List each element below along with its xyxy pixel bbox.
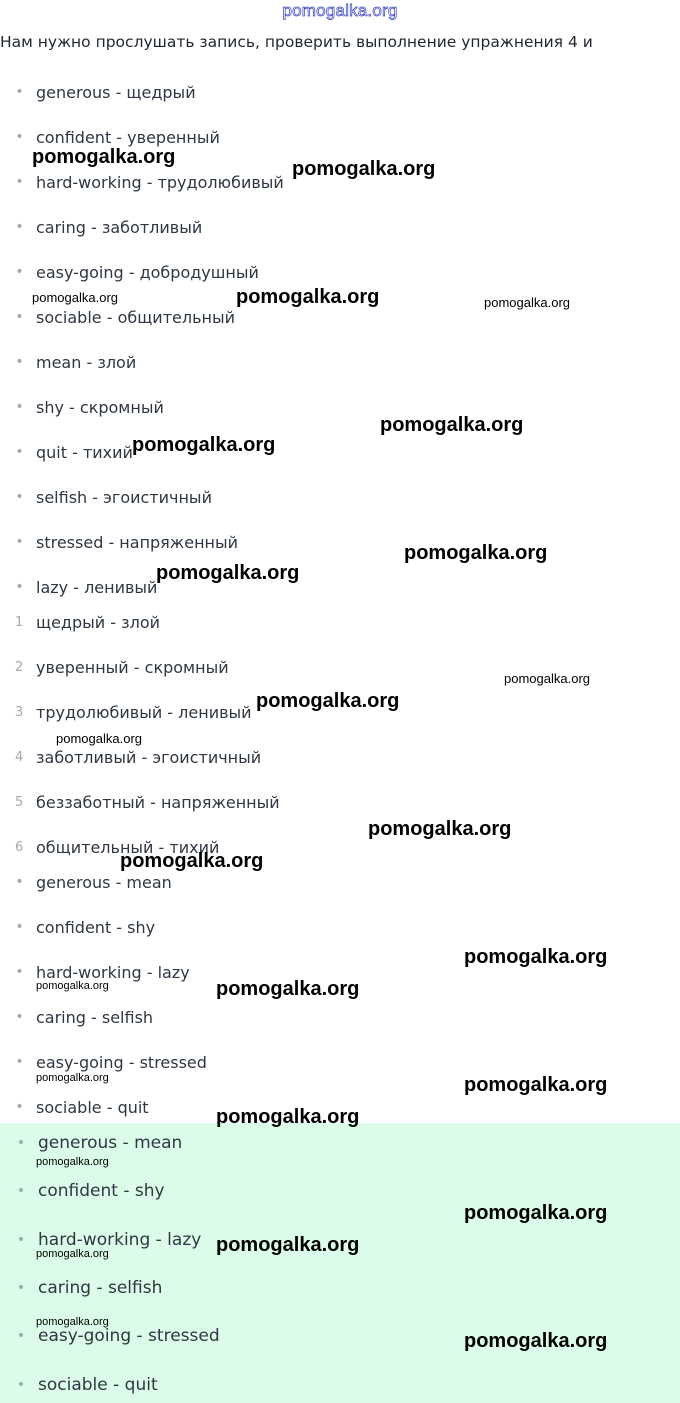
- watermark: pomogalka.org: [32, 290, 118, 305]
- list-item-text: sociable - общительный: [36, 307, 235, 327]
- watermark: pomogalka.org: [292, 158, 436, 180]
- bullet-icon: •: [15, 264, 24, 280]
- list-item-text: lazy - ленивый: [36, 577, 158, 597]
- list-item: [0, 482, 640, 512]
- list-item-text: уверенный - скромный: [36, 657, 229, 677]
- list-item: [0, 437, 640, 467]
- list-item-text: easy-going - stressed: [38, 1326, 220, 1346]
- watermark: pomogalka.org: [464, 1074, 608, 1096]
- bullet-icon: •: [15, 219, 24, 235]
- watermark: pomogalka.org: [36, 980, 109, 992]
- list-item-text: mean - злой: [36, 352, 137, 372]
- list-item-text: caring - selfish: [38, 1278, 163, 1298]
- list-item-text: confident - уверенный: [36, 127, 220, 147]
- watermark: pomogalka.org: [236, 286, 380, 308]
- bullet-icon: •: [15, 399, 24, 415]
- bullet-icon: •: [15, 174, 24, 190]
- watermark: pomogalka.org: [156, 562, 300, 584]
- list-item-text: заботливый - эгоистичный: [36, 747, 262, 767]
- list-item-text: easy-going - добродушный: [36, 262, 259, 282]
- list-item-text: hard-working - lazy: [38, 1230, 202, 1250]
- list-item-text: shy - скромный: [36, 397, 164, 417]
- list-item: [0, 257, 640, 287]
- list-item-text: selfish - эгоистичный: [36, 487, 212, 507]
- item-number: 4: [15, 749, 24, 765]
- watermark: pomogalka.org: [36, 1072, 109, 1084]
- list-item-text: caring - selfish: [36, 1007, 154, 1027]
- list-item-text: общительный - тихий: [36, 837, 220, 857]
- list-item-text: stressed - напряженный: [36, 532, 239, 552]
- list-item-text: трудолюбивый - ленивый: [36, 702, 252, 722]
- list-item-text: easy-going - stressed: [36, 1052, 207, 1072]
- bullet-icon: •: [16, 1280, 26, 1296]
- bullet-icon: •: [16, 1232, 26, 1248]
- intro-text: Нам нужно прослушать запись, проверить выполнение упражнения 4 и: [0, 33, 593, 51]
- numbered-item: [0, 787, 640, 817]
- item-number: 5: [15, 794, 24, 810]
- watermark: pomogalka.org: [216, 1106, 360, 1128]
- item-number: 2: [15, 659, 24, 675]
- list-item-text: generous - mean: [38, 1133, 183, 1153]
- bullet-icon: •: [15, 489, 24, 505]
- bullet-icon: •: [15, 534, 24, 550]
- list-item: [0, 912, 640, 942]
- watermark: pomogalka.org: [368, 818, 512, 840]
- list-item: [0, 212, 640, 242]
- watermark: pomogalka.org: [404, 542, 548, 564]
- bullet-icon: •: [15, 964, 24, 980]
- bullet-icon: •: [15, 354, 24, 370]
- answer-item: [0, 1128, 640, 1158]
- list-item-text: hard-working - трудолюбивый: [36, 172, 284, 192]
- list-item-text: hard-working - lazy: [36, 962, 190, 982]
- watermark: pomogalka.org: [504, 671, 590, 686]
- watermark: pomogalka.org: [36, 1248, 109, 1260]
- item-number: 3: [15, 704, 24, 720]
- list-item: [0, 77, 640, 107]
- bullet-icon: •: [16, 1377, 26, 1393]
- bullet-icon: •: [15, 1054, 24, 1070]
- item-number: 6: [15, 839, 24, 855]
- bullet-icon: •: [16, 1183, 26, 1199]
- numbered-item: [0, 742, 640, 772]
- bullet-icon: •: [15, 444, 24, 460]
- item-number: 1: [15, 614, 24, 630]
- list-item: [0, 347, 640, 377]
- bullet-icon: •: [15, 1009, 24, 1025]
- list-item-text: sociable - quit: [38, 1375, 158, 1395]
- list-item: [0, 867, 640, 897]
- site-logo: pomogalka.org: [282, 1, 398, 20]
- watermark: pomogalka.org: [56, 731, 142, 746]
- list-item-text: беззаботный - напряженный: [36, 792, 280, 812]
- bullet-icon: •: [15, 919, 24, 935]
- answer-item: [0, 1370, 640, 1400]
- bullet-icon: •: [15, 1099, 24, 1115]
- watermark: pomogalka.org: [216, 978, 360, 1000]
- list-item-text: confident - shy: [38, 1181, 165, 1201]
- watermark: pomogalka.org: [464, 1202, 608, 1224]
- list-item-text: confident - shy: [36, 917, 156, 937]
- list-item: [0, 572, 640, 602]
- list-item-text: caring - заботливый: [36, 217, 203, 237]
- watermark: pomogalka.org: [36, 1316, 109, 1328]
- bullet-icon: •: [15, 579, 24, 595]
- answer-item: [0, 1273, 640, 1303]
- watermark: pomogalka.org: [256, 690, 400, 712]
- list-item-text: sociable - quit: [36, 1097, 149, 1117]
- bullet-icon: •: [16, 1328, 26, 1344]
- watermark: pomogalka.org: [132, 434, 276, 456]
- bullet-icon: •: [15, 129, 24, 145]
- watermark: pomogalka.org: [32, 146, 176, 168]
- watermark: pomogalka.org: [120, 850, 264, 872]
- list-item: [0, 392, 640, 422]
- watermark: pomogalka.org: [464, 946, 608, 968]
- bullet-icon: •: [16, 1135, 26, 1151]
- watermark: pomogalka.org: [484, 295, 570, 310]
- bullet-icon: •: [15, 84, 24, 100]
- list-item-text: щедрый - злой: [36, 612, 161, 632]
- numbered-item: [0, 832, 640, 862]
- bullet-icon: •: [15, 874, 24, 890]
- numbered-item: [0, 607, 640, 637]
- watermark: pomogalka.org: [36, 1156, 109, 1168]
- list-item: [0, 1002, 640, 1032]
- list-item-text: generous - щедрый: [36, 82, 196, 102]
- list-item-text: generous - mean: [36, 872, 172, 892]
- list-item-text: quit - тихий: [36, 442, 133, 462]
- watermark: pomogalka.org: [216, 1234, 360, 1256]
- bullet-icon: •: [15, 309, 24, 325]
- watermark: pomogalka.org: [464, 1330, 608, 1352]
- watermark: pomogalka.org: [380, 414, 524, 436]
